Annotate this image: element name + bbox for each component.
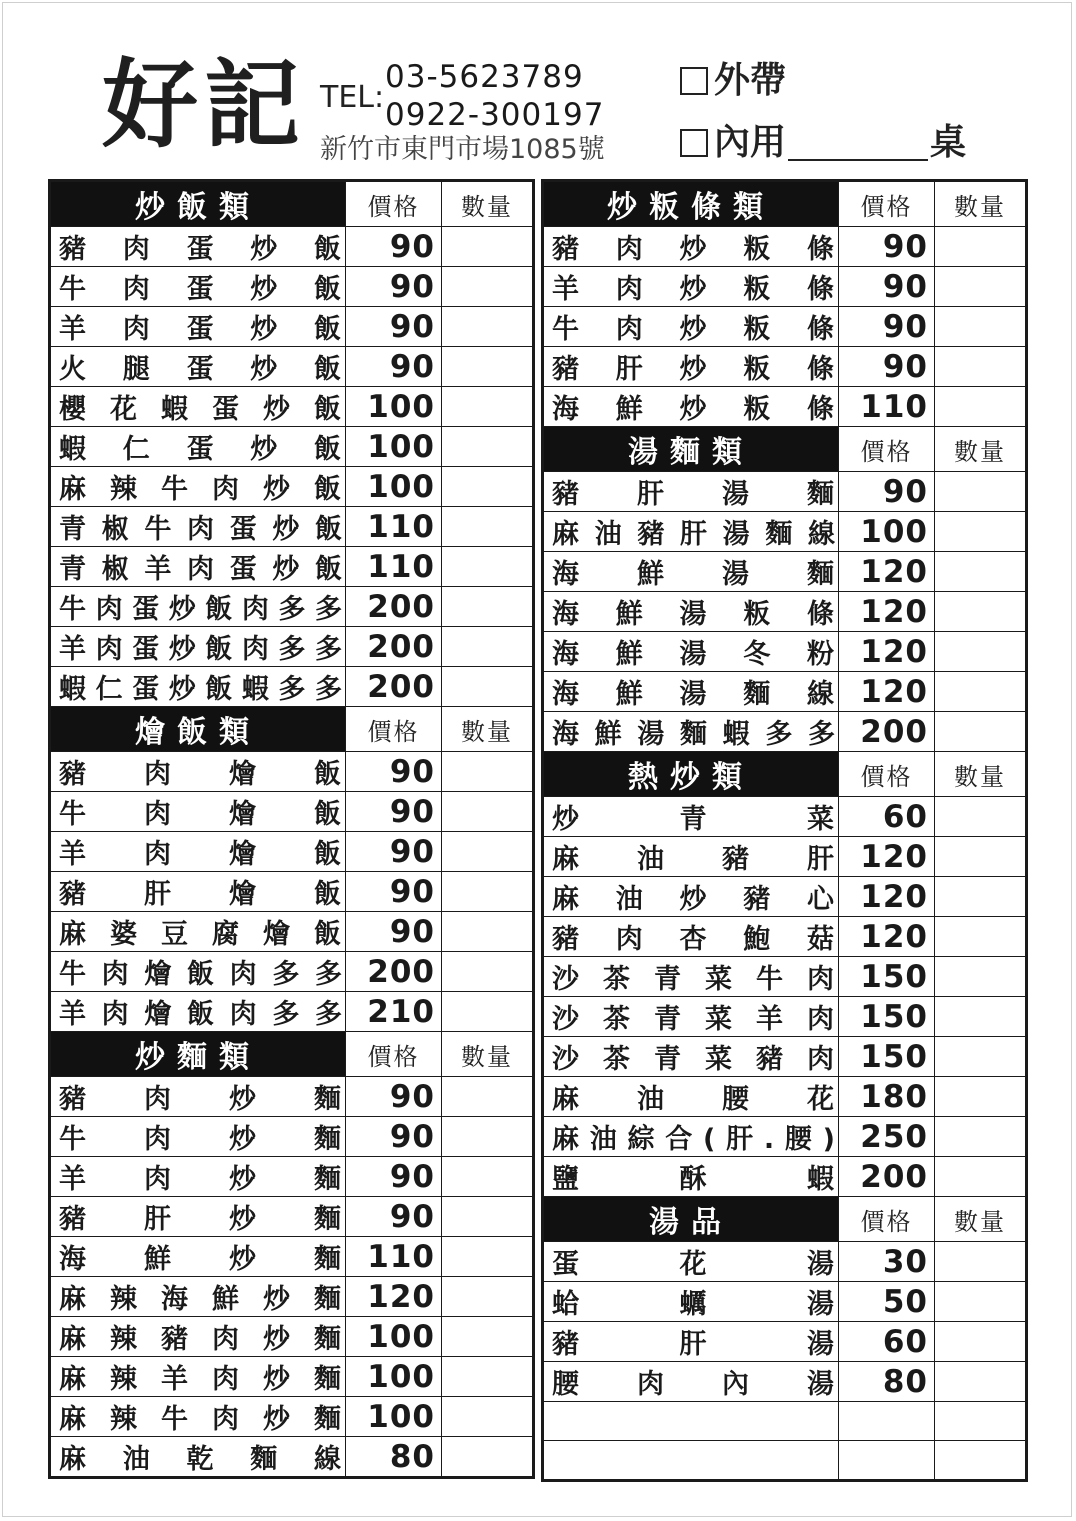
item-price: 90 — [346, 267, 442, 307]
item-name: 麻辣牛肉炒飯 — [50, 467, 346, 507]
item-price: 90 — [839, 472, 935, 512]
menu-item-row — [50, 1117, 534, 1157]
item-quantity-field[interactable] — [935, 472, 1027, 512]
item-name: 青椒牛肉蛋炒飯 — [50, 507, 346, 547]
menu-item-row — [50, 387, 534, 427]
menu-item-row — [543, 1242, 1027, 1282]
menu-item-row — [50, 1397, 534, 1437]
item-name: 麻辣牛肉炒麵 — [50, 1397, 346, 1437]
item-name: 豬肝燴飯 — [50, 872, 346, 912]
shop-address: 新竹市東門市場1085號 — [320, 134, 605, 165]
item-name: 麻油乾麵線 — [50, 1437, 346, 1478]
item-name: 麻油綜合(肝.腰) — [543, 1117, 839, 1157]
item-quantity-field[interactable] — [935, 1402, 1027, 1441]
item-quantity-field[interactable] — [935, 632, 1027, 672]
item-quantity-field[interactable] — [442, 347, 534, 387]
menu-item-row — [50, 832, 534, 872]
item-name: 沙茶青菜豬肉 — [543, 1037, 839, 1077]
item-quantity-field[interactable] — [442, 752, 534, 792]
item-name: 麻油豬肝 — [543, 837, 839, 877]
item-quantity-field[interactable] — [935, 552, 1027, 592]
qty-column-header: 數量 — [442, 181, 534, 227]
item-quantity-field[interactable] — [442, 1237, 534, 1277]
item-quantity-field[interactable] — [935, 997, 1027, 1037]
item-name: 豬肝炒粄條 — [543, 347, 839, 387]
item-name: 麻辣豬肉炒麵 — [50, 1317, 346, 1357]
tel-label: TEL: — [320, 80, 385, 115]
item-name: 羊肉燴飯 — [50, 832, 346, 872]
menu-item-row — [543, 307, 1027, 347]
item-name: 麻辣海鮮炒麵 — [50, 1277, 346, 1317]
item-quantity-field[interactable] — [442, 1157, 534, 1197]
item-price: 100 — [346, 1317, 442, 1357]
menu-item-row — [543, 1322, 1027, 1362]
item-name: 麻油腰花 — [543, 1077, 839, 1117]
menu-item-row — [543, 632, 1027, 672]
item-price: 90 — [346, 792, 442, 832]
item-quantity-field[interactable] — [442, 667, 534, 707]
item-name: 火腿蛋炒飯 — [50, 347, 346, 387]
item-price: 90 — [839, 267, 935, 307]
menu-item-row — [543, 1402, 1027, 1441]
item-price: 110 — [346, 507, 442, 547]
item-price: 90 — [346, 227, 442, 267]
item-quantity-field[interactable] — [442, 267, 534, 307]
item-name: 豬肉炒粄條 — [543, 227, 839, 267]
item-name: 腰肉內湯 — [543, 1362, 839, 1402]
item-quantity-field[interactable] — [935, 1282, 1027, 1322]
item-quantity-field[interactable] — [935, 837, 1027, 877]
menu-table-left — [48, 179, 535, 1479]
item-name: 豬肝湯麵 — [543, 472, 839, 512]
item-name: 牛肉炒麵 — [50, 1117, 346, 1157]
item-price: 100 — [839, 512, 935, 552]
item-quantity-field[interactable] — [442, 1357, 534, 1397]
menu-item-row — [50, 507, 534, 547]
menu-item-row — [50, 267, 534, 307]
item-price: 90 — [346, 1077, 442, 1117]
item-name: 麻辣羊肉炒麵 — [50, 1357, 346, 1397]
menu-item-row — [543, 712, 1027, 752]
item-price: 200 — [346, 667, 442, 707]
item-name: 羊肉炒粄條 — [543, 267, 839, 307]
item-name: 櫻花蝦蛋炒飯 — [50, 387, 346, 427]
item-name: 麻婆豆腐燴飯 — [50, 912, 346, 952]
item-quantity-field[interactable] — [935, 1242, 1027, 1282]
dinein-label: 內用 — [714, 122, 787, 163]
table-unit-label: 桌 — [930, 122, 967, 163]
item-price: 110 — [346, 1237, 442, 1277]
item-price: 90 — [346, 1117, 442, 1157]
item-price: 120 — [839, 877, 935, 917]
item-quantity-field[interactable] — [935, 797, 1027, 837]
item-name: 蛤蠣湯 — [543, 1282, 839, 1322]
shop-logo: 好記 — [102, 49, 306, 161]
item-name: 海鮮湯粄條 — [543, 592, 839, 632]
item-price — [839, 1441, 935, 1480]
item-name: 沙茶青菜羊肉 — [543, 997, 839, 1037]
menu-item-row — [543, 387, 1027, 427]
menu-item-row — [50, 547, 534, 587]
item-name: 青椒羊肉蛋炒飯 — [50, 547, 346, 587]
item-price: 90 — [839, 307, 935, 347]
item-quantity-field[interactable] — [442, 952, 534, 992]
menu-item-row — [543, 957, 1027, 997]
takeout-checkbox[interactable] — [680, 67, 708, 95]
item-price: 30 — [839, 1242, 935, 1282]
menu-item-row — [543, 997, 1027, 1037]
menu-item-row — [543, 552, 1027, 592]
item-name: 豬肝湯 — [543, 1322, 839, 1362]
menu-item-row — [543, 1362, 1027, 1402]
item-price: 50 — [839, 1282, 935, 1322]
dinein-checkbox[interactable] — [680, 129, 708, 157]
item-name — [543, 1441, 839, 1480]
item-price: 100 — [346, 427, 442, 467]
section-header — [50, 1032, 534, 1077]
item-quantity-field[interactable] — [442, 387, 534, 427]
section-title: 燴飯類 — [50, 707, 346, 752]
menu-item-row — [543, 472, 1027, 512]
item-price: 120 — [839, 592, 935, 632]
menu-item-row — [543, 917, 1027, 957]
item-name: 牛肉蛋炒飯肉多多 — [50, 587, 346, 627]
item-quantity-field[interactable] — [935, 307, 1027, 347]
section-header — [50, 181, 534, 227]
menu-item-row — [543, 1157, 1027, 1197]
item-price: 120 — [346, 1277, 442, 1317]
menu-item-row — [50, 792, 534, 832]
qty-column-header: 數量 — [935, 427, 1027, 472]
menu-item-row — [543, 797, 1027, 837]
menu-item-row — [50, 1277, 534, 1317]
item-price: 200 — [346, 587, 442, 627]
item-price: 60 — [839, 797, 935, 837]
item-quantity-field[interactable] — [935, 1037, 1027, 1077]
item-name: 牛肉燴飯肉多多 — [50, 952, 346, 992]
price-column-header: 價格 — [839, 427, 935, 472]
item-quantity-field[interactable] — [935, 1362, 1027, 1402]
item-price: 100 — [346, 387, 442, 427]
item-price: 200 — [839, 1157, 935, 1197]
menu-item-row — [543, 672, 1027, 712]
qty-column-header: 數量 — [935, 1197, 1027, 1242]
item-name: 豬肉蛋炒飯 — [50, 227, 346, 267]
item-price: 250 — [839, 1117, 935, 1157]
item-price: 110 — [839, 387, 935, 427]
item-name: 海鮮湯冬粉 — [543, 632, 839, 672]
table-number-field[interactable] — [788, 125, 928, 161]
menu-item-row — [50, 992, 534, 1032]
item-price: 120 — [839, 837, 935, 877]
item-name: 豬肉杏鮑菇 — [543, 917, 839, 957]
section-header — [543, 752, 1027, 797]
item-price: 90 — [346, 307, 442, 347]
takeout-label: 外帶 — [714, 60, 787, 101]
item-price: 90 — [346, 872, 442, 912]
item-quantity-field[interactable] — [442, 1077, 534, 1117]
item-name: 羊肉蛋炒飯肉多多 — [50, 627, 346, 667]
item-price: 200 — [346, 627, 442, 667]
item-quantity-field[interactable] — [935, 512, 1027, 552]
menu-item-row — [543, 267, 1027, 307]
menu-item-row — [50, 467, 534, 507]
item-price: 120 — [839, 672, 935, 712]
section-title: 湯麵類 — [543, 427, 839, 472]
menu-item-row — [543, 1441, 1027, 1480]
item-name: 蛋花湯 — [543, 1242, 839, 1282]
item-quantity-field[interactable] — [442, 467, 534, 507]
item-name: 海鮮湯麵線 — [543, 672, 839, 712]
section-title: 炒粄條類 — [543, 181, 839, 227]
item-price: 110 — [346, 547, 442, 587]
item-quantity-field[interactable] — [935, 1157, 1027, 1197]
item-name: 炒青菜 — [543, 797, 839, 837]
takeout-option[interactable] — [680, 60, 786, 102]
item-price: 100 — [346, 467, 442, 507]
item-name: 海鮮炒粄條 — [543, 387, 839, 427]
item-quantity-field[interactable] — [935, 957, 1027, 997]
price-column-header: 價格 — [839, 1197, 935, 1242]
item-price: 150 — [839, 997, 935, 1037]
menu-item-row — [50, 1157, 534, 1197]
section-title: 炒麵類 — [50, 1032, 346, 1077]
item-price: 200 — [839, 712, 935, 752]
item-quantity-field[interactable] — [935, 347, 1027, 387]
price-column-header: 價格 — [346, 707, 442, 752]
menu-item-row — [543, 1077, 1027, 1117]
dinein-option[interactable] — [680, 122, 966, 164]
item-quantity-field[interactable] — [442, 1277, 534, 1317]
item-price: 120 — [839, 552, 935, 592]
menu-item-row — [50, 627, 534, 667]
item-name: 豬肉燴飯 — [50, 752, 346, 792]
item-price: 150 — [839, 1037, 935, 1077]
item-name: 牛肉炒粄條 — [543, 307, 839, 347]
menu-item-row — [50, 1197, 534, 1237]
menu-item-row — [543, 592, 1027, 632]
menu-item-row — [543, 227, 1027, 267]
menu-item-row — [50, 752, 534, 792]
menu-item-row — [50, 872, 534, 912]
menu-item-row — [50, 1077, 534, 1117]
item-price: 90 — [346, 347, 442, 387]
menu-item-row — [50, 227, 534, 267]
item-price: 80 — [346, 1437, 442, 1478]
item-price: 90 — [839, 227, 935, 267]
item-name: 羊肉蛋炒飯 — [50, 307, 346, 347]
item-quantity-field[interactable] — [442, 427, 534, 467]
item-quantity-field[interactable] — [442, 507, 534, 547]
menu-item-row — [50, 307, 534, 347]
section-header — [543, 427, 1027, 472]
item-quantity-field[interactable] — [935, 387, 1027, 427]
menu-item-row — [543, 1037, 1027, 1077]
item-quantity-field[interactable] — [442, 627, 534, 667]
item-price: 200 — [346, 952, 442, 992]
item-price: 90 — [839, 347, 935, 387]
item-quantity-field[interactable] — [935, 1441, 1027, 1480]
item-price: 80 — [839, 1362, 935, 1402]
qty-column-header: 數量 — [935, 752, 1027, 797]
item-quantity-field[interactable] — [442, 832, 534, 872]
menu-item-row — [50, 667, 534, 707]
item-name: 麻油炒豬心 — [543, 877, 839, 917]
item-quantity-field[interactable] — [442, 587, 534, 627]
item-name: 羊肉燴飯肉多多 — [50, 992, 346, 1032]
item-price — [839, 1402, 935, 1441]
menu-item-row — [50, 1237, 534, 1277]
qty-column-header: 數量 — [442, 707, 534, 752]
menu-item-row — [543, 837, 1027, 877]
item-name: 牛肉燴飯 — [50, 792, 346, 832]
price-column-header: 價格 — [346, 1032, 442, 1077]
item-name: 海鮮湯麵蝦多多 — [543, 712, 839, 752]
item-quantity-field[interactable] — [442, 992, 534, 1032]
item-quantity-field[interactable] — [442, 227, 534, 267]
item-name: 豬肉炒麵 — [50, 1077, 346, 1117]
menu-item-row — [50, 1437, 534, 1478]
item-name: 豬肝炒麵 — [50, 1197, 346, 1237]
item-name: 羊肉炒麵 — [50, 1157, 346, 1197]
menu-item-row — [543, 1282, 1027, 1322]
item-price: 120 — [839, 917, 935, 957]
section-title: 湯品 — [543, 1197, 839, 1242]
item-price: 60 — [839, 1322, 935, 1362]
item-quantity-field[interactable] — [935, 1117, 1027, 1157]
item-name: 蝦仁蛋炒飯 — [50, 427, 346, 467]
qty-column-header: 數量 — [442, 1032, 534, 1077]
item-price: 100 — [346, 1397, 442, 1437]
price-column-header: 價格 — [839, 181, 935, 227]
price-column-header: 價格 — [839, 752, 935, 797]
menu-item-row — [50, 427, 534, 467]
menu-table-right — [541, 179, 1028, 1482]
menu-item-row — [543, 512, 1027, 552]
item-quantity-field[interactable] — [935, 877, 1027, 917]
section-title: 炒飯類 — [50, 181, 346, 227]
item-quantity-field[interactable] — [442, 547, 534, 587]
item-price: 150 — [839, 957, 935, 997]
menu-item-row — [543, 877, 1027, 917]
item-quantity-field[interactable] — [442, 872, 534, 912]
item-price: 90 — [346, 1157, 442, 1197]
item-quantity-field[interactable] — [935, 1322, 1027, 1362]
item-quantity-field[interactable] — [442, 912, 534, 952]
item-name — [543, 1402, 839, 1441]
item-price: 120 — [839, 632, 935, 672]
price-column-header: 價格 — [346, 181, 442, 227]
menu-item-row — [50, 1357, 534, 1397]
item-name: 海鮮湯麵 — [543, 552, 839, 592]
item-quantity-field[interactable] — [442, 1197, 534, 1237]
item-name: 牛肉蛋炒飯 — [50, 267, 346, 307]
item-quantity-field[interactable] — [935, 672, 1027, 712]
item-quantity-field[interactable] — [935, 592, 1027, 632]
item-quantity-field[interactable] — [442, 1317, 534, 1357]
item-quantity-field[interactable] — [935, 1077, 1027, 1117]
item-quantity-field[interactable] — [442, 1437, 534, 1478]
item-quantity-field[interactable] — [442, 792, 534, 832]
item-quantity-field[interactable] — [935, 227, 1027, 267]
menu-item-row — [543, 347, 1027, 387]
phone-number-1: 03-5623789 — [385, 59, 584, 95]
item-price: 180 — [839, 1077, 935, 1117]
item-quantity-field[interactable] — [442, 1117, 534, 1157]
menu-item-row — [50, 1317, 534, 1357]
item-name: 麻油豬肝湯麵線 — [543, 512, 839, 552]
qty-column-header: 數量 — [935, 181, 1027, 227]
menu-item-row — [50, 587, 534, 627]
item-quantity-field[interactable] — [442, 1397, 534, 1437]
item-name: 鹽酥蝦 — [543, 1157, 839, 1197]
item-price: 100 — [346, 1357, 442, 1397]
item-name: 蝦仁蛋炒飯蝦多多 — [50, 667, 346, 707]
item-price: 90 — [346, 832, 442, 872]
menu-item-row — [50, 912, 534, 952]
item-quantity-field[interactable] — [935, 917, 1027, 957]
menu-item-row — [50, 952, 534, 992]
phone-number-2: 0922-300197 — [385, 97, 605, 133]
item-quantity-field[interactable] — [442, 307, 534, 347]
menu-item-row — [543, 1117, 1027, 1157]
menu-item-row — [50, 347, 534, 387]
item-price: 90 — [346, 912, 442, 952]
section-header — [50, 707, 534, 752]
item-name: 海鮮炒麵 — [50, 1237, 346, 1277]
item-price: 90 — [346, 1197, 442, 1237]
item-price: 210 — [346, 992, 442, 1032]
item-name: 沙茶青菜牛肉 — [543, 957, 839, 997]
item-quantity-field[interactable] — [935, 712, 1027, 752]
section-title: 熱炒類 — [543, 752, 839, 797]
item-quantity-field[interactable] — [935, 267, 1027, 307]
section-header — [543, 181, 1027, 227]
item-price: 90 — [346, 752, 442, 792]
section-header — [543, 1197, 1027, 1242]
